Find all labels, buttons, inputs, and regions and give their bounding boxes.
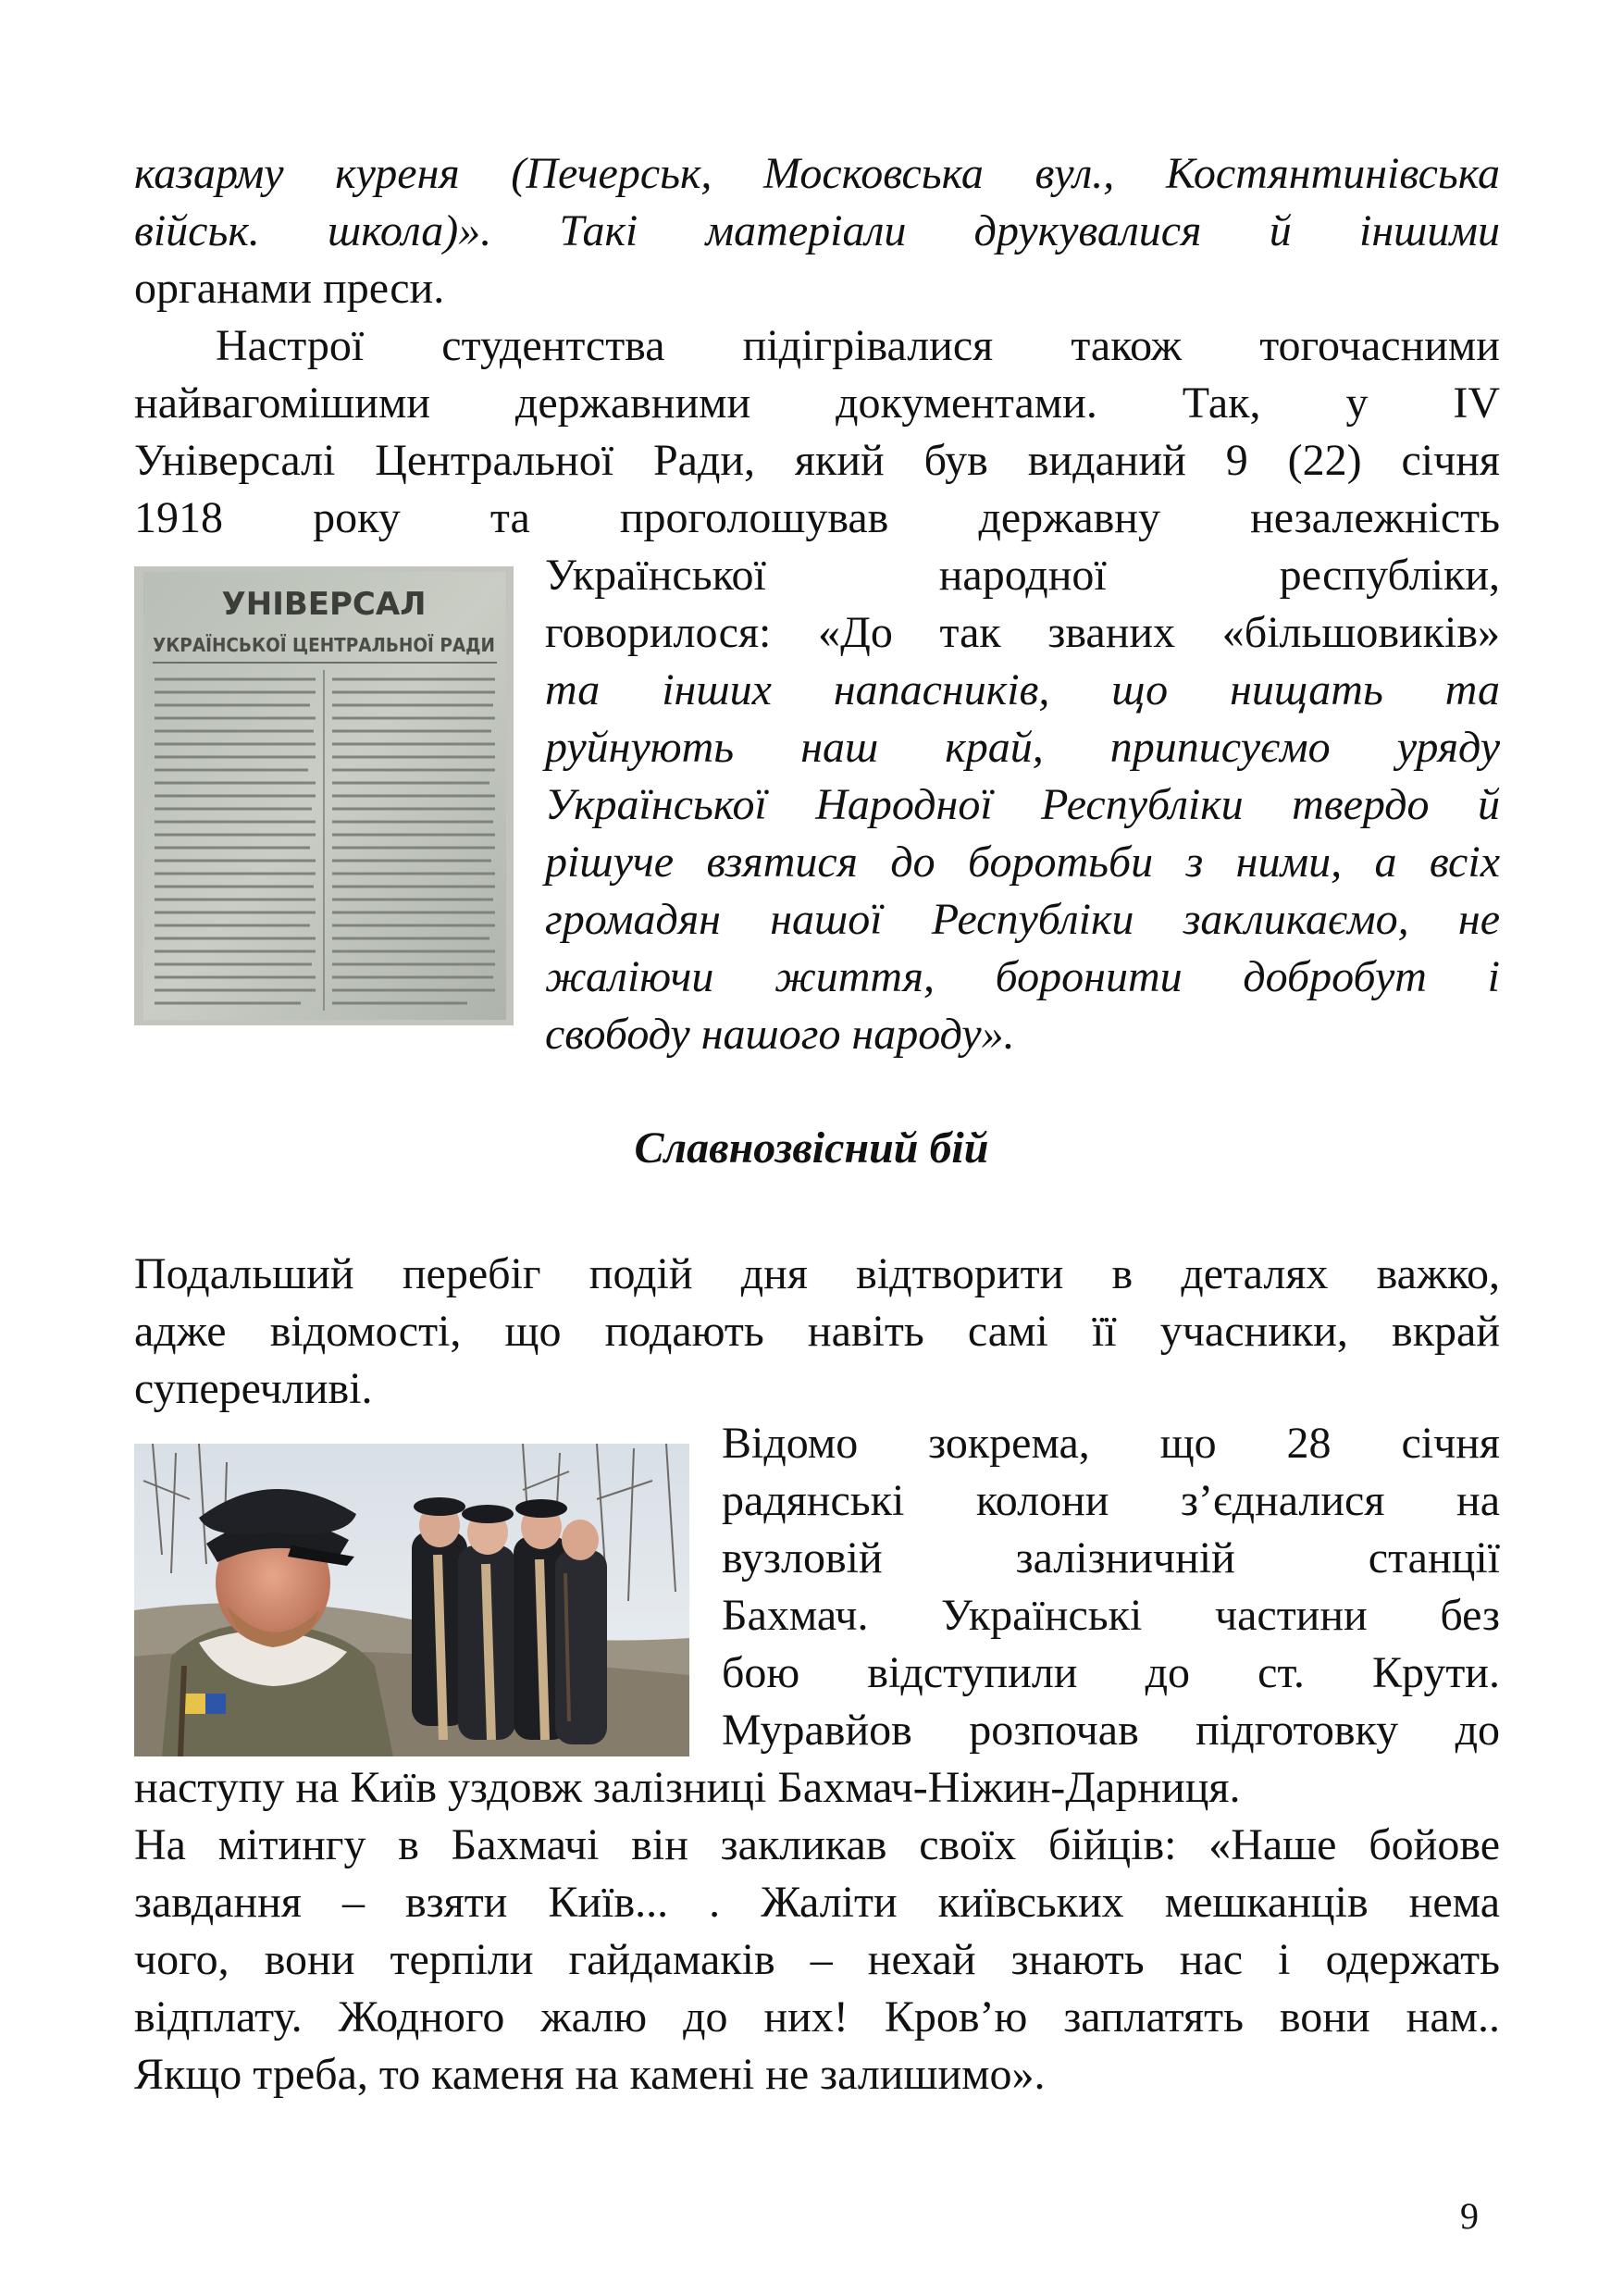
para2-wrapped-line-9: свободу нашого народу». xyxy=(545,1010,1015,1059)
para3-line-1: Подальший перебіг подій дня відтворити в деталях важко, xyxy=(134,1249,1500,1298)
para3-after-line-2: На мітингу в Бахмачі він закликав своїх бійців: «Наше бойове xyxy=(134,1820,1500,1869)
para3-wrapped-line-4: Бахмач. Українські частини без xyxy=(722,1591,1500,1640)
para3-wrapped-line-1: Відомо зокрема, що 28 січня xyxy=(722,1419,1500,1468)
para2-wrapped-line-7: громадян нашої Республіки закликаємо, не xyxy=(545,895,1500,944)
reenactors-image xyxy=(134,1444,689,1756)
para2-line-3: Універсалі Центральної Ради, який був виданий 9 (22) січня xyxy=(134,436,1500,485)
universal-document-image xyxy=(134,566,514,1025)
para1-line-1: казарму куреня (Печерськ, Московська вул., Костянтинівська xyxy=(134,149,1500,198)
para1-line-2-text: військ. школа)». Такі матеріали друкувалися й іншими xyxy=(134,206,1500,255)
universal-subtitle-text: УКРАЇНСЬКОЇ ЦЕНТРАЛЬНОЇ РАДИ xyxy=(153,634,495,656)
para2-wrapped-line-6: рішуче взятися до боротьби з ними, а всіх xyxy=(545,838,1500,887)
para3-after-line-6: Якщо треба, то каменя на камені не залишимо». xyxy=(134,2050,1046,2099)
section-heading: Славнозвісний бій xyxy=(634,1123,989,1173)
para2-line-1: Настрої студентства підігрівалися також тогочасними xyxy=(216,321,1500,370)
paragraph-3-wrapped xyxy=(722,1415,1500,1759)
paragraph-2 xyxy=(134,317,1500,547)
page-number: 9 xyxy=(1460,2195,1479,2237)
paragraph-2-wrapped xyxy=(545,547,1500,1063)
para2-line-4: 1918 року та проголошував державну незалежність xyxy=(134,493,1500,542)
para3-after-line-5: відплату. Жодного жалю до них! Кров’ю заплатять вони нам.. xyxy=(134,1992,1500,2042)
paragraph-3 xyxy=(134,1246,1500,1418)
para3-after-line-4: чого, вони терпіли гайдамаків – нехай знають нас і одержать xyxy=(134,1935,1500,1984)
universal-document-photo xyxy=(134,566,514,1025)
para3-line-3: суперечливі. xyxy=(134,1364,373,1413)
para3-wrapped-line-2: радянські колони з’єдналися на xyxy=(722,1476,1500,1525)
universal-title-text: УНІВЕРСАЛ xyxy=(221,586,427,623)
para2-wrapped-line-4: руйнують наш край, приписуємо уряду xyxy=(545,723,1500,772)
para2-wrapped-line-1: Української народної республіки, xyxy=(545,551,1500,600)
para3-wrapped-line-6: Муравйов розпочав підготовку до xyxy=(722,1706,1500,1755)
para1-line-3: органами преси. xyxy=(134,264,445,313)
para3-wrapped-line-5: бою відступили до ст. Крути. xyxy=(722,1648,1500,1697)
paragraph-3-after xyxy=(134,1759,1500,2104)
reenactors-photo xyxy=(134,1444,689,1756)
para2-wrapped-line-8: жаліючи життя, боронити добробут і xyxy=(545,952,1500,1001)
para3-wrapped-line-3: вузловій залізничній станції xyxy=(722,1533,1500,1582)
paragraph-1 xyxy=(134,145,1500,317)
para2-wrapped-line-5: Української Народної Республіки твердо й xyxy=(545,780,1500,829)
para3-after-line-1: наступу на Київ уздовж залізниці Бахмач-Ніжин-Дарниця. xyxy=(134,1763,1241,1812)
para2-line-2: найвагомішими державними документами. Так, у IV xyxy=(134,379,1500,428)
para3-after-line-3: завдання – взяти Київ... . Жаліти київських мешканців нема xyxy=(134,1878,1500,1927)
para2-wrapped-line-2: говорилося: «До так званих «більшовиків» xyxy=(545,608,1500,657)
para1-line-2 xyxy=(134,203,1500,260)
para3-line-2: адже відомості, що подають навіть самі її учасники, вкрай xyxy=(134,1307,1500,1356)
para2-wrapped-line-3: та інших напасників, що нищать та xyxy=(545,665,1500,714)
